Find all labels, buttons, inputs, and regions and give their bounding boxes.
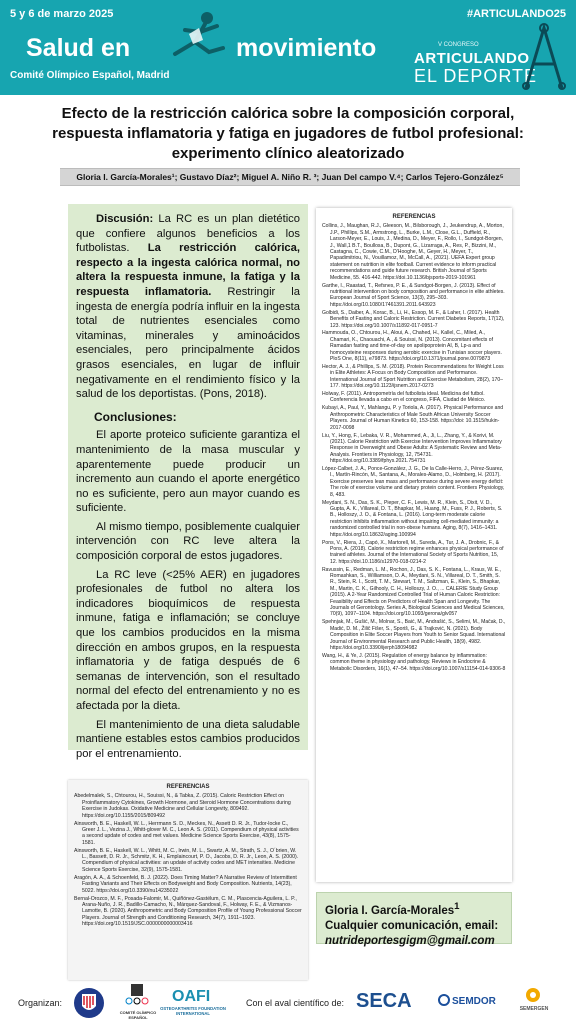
event-hashtag: #ARTICULANDO25 [466, 8, 566, 20]
reference-item: Liu, Y., Hong, F., Lebaka, V. R., Mohammed, A., Ji, L., Zhang, Y., & Korivi, M. (2021). Calorie Restriction with Exercise Intervention Improves Inflammatory Response in Overweight and Obese Adults: A Systematic Review and Meta-Analysis. Frontiers in Physiology, 12, 754731. https://doi.org/10.3389/fphys.2021.754731 [322, 432, 502, 465]
reference-item: Ainsworth, B. E., Haskell, W. L., Whitt, M. C., Irwin, M. L., Swartz, A. M., Strath, S. J., O´brien, W. L., Bassett, D. R. Jr., Schmitz, K. H., Emplaincourt, P. O., Jacobs, D. R. Jr., Leon, A. S. (2000). Compendium of physical activities: an update of activity codes and MET intensities. Medicine Science Sports Exercise, 32(9), 1575-1581. [74, 847, 299, 873]
reference-item: Wang, H., & Ye, J. (2015). Regulation of energy balance by inflammation: common theme in physiology and pathology. Reviews in Endocrine & Metabolic Disorders, 16(1), 47–54. https://doi.org/10.1007/s11154-014-9306-8 [322, 652, 506, 672]
semdor-logo: SEMDOR [452, 996, 496, 1007]
conclusion-paragraph: La RC leve (<25% AER) en jugadores profesionales de futbol no altera los indicadores bioquímicos de respuesta inmune, fatiga e inflamación; se concluye que los cambios producidos en la misma dirección en ambos grupos, en la respuesta inflamatoria y de fatiga después de 6 semanas de intervención, son el resultado normal del efecto del entrenamiento y no es afectada por la dieta. [76, 568, 300, 712]
congress-name-line2: EL DEPORTE [414, 66, 538, 86]
reference-item: Bernal-Orozco, M. F., Posada-Falomir, M., Quiñónez-Gastélum, C. M., Plascencia-Aguilera, L. P., Arana-Nuño, J. R., Badillo-Camacho, N., Márquez-Sandoval, F., Holway, F. E., & Vizmanos-Lamotte, B. (2020). Anthropometric and Body Composition Profile of Young Professional Soccer Players. Journal of Strength and Conditioning Research, 34(7), 1911–1923. https://doi.org/10.1519/JSC.0000000000003416 [74, 895, 302, 928]
contact-text: Cualquier comunicación, email: [325, 919, 499, 932]
contact-box [316, 892, 512, 947]
discussion-key-statement: La restricción calórica, respecto a la ingesta calórica normal, no altera la respuesta inmune, la fatiga y la respuesta inflamatoria. [76, 242, 300, 298]
reference-item: Collins, J., Maughan, R.J., Gleeson, M., Bilsborough, J., Jeukendrup, A., Morton, J.P., Phillips, S.M., Armstrong, L., Burke, L.M., Close, G.L., Duffield, R., Larson-Meyer, E., Louis, J., Medina, D., Meyer, F., Rollo, I., Sundgot-Borgen, J., Wall,1 B.T., Boullosa, B., Dupont, G., Lizarraga, A., Res, P., Bizzini, M., Castagna, C., Cowie, C.M., D'Hooghe, M., Geyer, H., Meyer, T., Papadimitriou, N., Vouillamoz, M., McCall, A., (2021). UEFA Expert group statement on nutrition in elite football. Current evidence to inform practical recommendations and guide future research. British Journal of Sports Medicine, 55. 416-442. https://doi.10.1136/bjsports-2019-101961 [322, 223, 504, 281]
semergen-logo: SEMERGEN [519, 1006, 549, 1012]
seca-logo: SECA [356, 990, 412, 1012]
discussion-rest: Restringir la ingesta de energía podría influir en la ingesta total de nutrientes esenciales como vitaminas, minerales y aminoácidos esenciales, pero principalmente ácidos grasos esenciales, en lugar de influir negativamente en el rendimiento físico y la salud de los deportistas. (Pons, 2018). [76, 285, 300, 401]
conclusion-paragraph: El mantenimiento de una dieta saludable mantiene estables estos cambios producidos por el entrenamiento. [76, 718, 300, 760]
contact-email-link[interactable]: nutrideportesgigm@gmail.com [325, 934, 495, 947]
conclusions-heading: Conclusiones: [94, 409, 177, 424]
conclusion-paragraph: Al mismo tiempo, posiblemente cualquier intervención con RC leve altera la composición corporal de estos jugadores. [76, 520, 300, 563]
references-left [68, 780, 308, 980]
reference-item: Pons, V., Riera, J., Capó, X., Martorell, M., Sureda, A., Tur, J. A., Drobnic, F., & Pons, A. (2018). Calorie restriction regime enhances physical performance of trained athletes. Journal of the International Society of Sports Nutrition, 15, 12. https://doi.10.1186/s12970-018-0214-2 [322, 539, 504, 565]
semdor-logo-icon [438, 994, 450, 1006]
conclusion-paragraph: El aporte proteico suficiente garantiza el mantenimiento de la masa muscular y aparentemente puede producir un incremento aun cuando el aporte energético no es suficiente, pero aun mayor cuando es suficiente. [76, 429, 300, 515]
poster-authors: Gloria I. García-Morales¹; Gustavo Díaz²; Miguel A. Niño R. ³; Juan Del campo V.⁴; Carlos Tejero-González⁵ [60, 168, 520, 186]
reference-item: Hector, A. J., & Phillips, S. M. (2018). Protein Recommendations for Weight Loss in Elite Athletes: A Focus on Body Composition and Performance. International Journal of Sport Nutrition and Exercise Metabolism, 28(2), 170–177. https://doi.org/10.1123/ijsnem.2017-0273 [322, 363, 504, 390]
event-header [0, 0, 576, 95]
event-title-part1: Salud en [26, 34, 131, 62]
athlete-illustration-icon [145, 8, 235, 68]
reference-item: Spehnjak, M., Gušić, M., Molnar, S., Baić, M., Andrašić, S., Selimi, M., Mačak, D., Madić, D. M., Žilič Fišer, S., Sporiš, G., & Trajković, N. (2021). Body Composition in Elite Soccer Players from Youth to Senior Squad. International Journal of Environmental Research and Public Health, 18(9), 4982. https://doi.org/10.3390/ijerph18094982 [322, 619, 506, 651]
organizers-label: Organizan: [18, 998, 63, 1008]
references-right [316, 208, 512, 882]
reference-item: Abedelmalek, S., Chtourou, H., Souissi, N., & Tabka, Z. (2015). Caloric Restriction Effect on Proinflammatory Cytokines, Growth Hormone, and Steroid Hormone Concentrations during Exercise in Judokas. Oxidative Medicine and Cellular Longevity, 809492. https://doi.org/10.1155/2015/809492 [74, 793, 291, 819]
congress-label: V CONGRESO [438, 42, 479, 48]
olympic-committee-label: COMITÉ OLÍMPICO ESPAÑOL [119, 1010, 157, 1020]
event-title-part2: movimiento [236, 34, 377, 62]
reference-item: Ravussin, E., Redman, L. M., Rochon, J., Das, S. K., Fontana, L., Kraus, W. E., Romashkan, S., Williamson, D. A., Meydani, S. N., Villareal, D. T., Smith, S. R., Stein, R. I., Scott, T. M., Stewart, T. M., Saltzman, E., Klein, S., Bhapkar, M., Martin, C. K., Gilhooly, C. H., Holloszy, J. O., ... CALERIE Study Group (2015). A 2-Year Randomized Controlled Trial of Human Caloric Restriction: Feasibility and Effects on Predictors of Health Span and Longevity. The Journals of Gerontology. Series A, Biological Sciences and Medical Sciences, 70(9), 1097–1104. https://doi.org/10.1093/gerona/glv057 [322, 566, 505, 618]
discussion-intro: La RC es un plan dietético que confiere algunos beneficios a los futbolistas. [76, 213, 300, 255]
discussion-paragraph [76, 212, 300, 402]
congress-name-line1: ARTICULANDO [414, 50, 530, 67]
references-heading: REFERENCIAS [166, 784, 210, 790]
reference-item: Golbidi, S., Daiber, A., Korac, B., Li, H., Essop, M. F., & Laher, I. (2017). Health Benefits of Fasting and Caloric Restriction. Current Diabetes Reports, 17(12), 123. https://doi.org/10.1007/s11892-017-0951-7 [322, 309, 505, 329]
olympic-committee-logo-icon [122, 984, 152, 1008]
oafi-logo-subtitle: OSTEOARTHRITIS FOUNDATION INTERNATIONAL [160, 1006, 226, 1016]
reference-item: Hammouda, O., Chtourou, H., Aloui, A., Chahed, H., Kallel, C., Miled, A., Chamari, K., Chaouachi, A., & Souissi, N. (2013). Concomitant effects of Ramadan fasting and time-of-day on apolipoprotein AI, B, Lp-a and homocysteine responses during aerobic exercise in Tunisian soccer players. PloS One, 8(11), e79873. https://doi.org/10.1371/journal.pone.0079873 [322, 330, 502, 363]
oafi-logo: OAFI [172, 988, 211, 1005]
reference-item: Garthe, I., Raastad, T., Refsnes, P. E., & Sundgot-Borgen, J. (2013). Effect of nutritional intervention on body composition and performance in elite athletes. European Journal of Sport Science, 13(3), 295–303. https://doi.org/10.1080/17461391.2011.643923 [322, 282, 505, 308]
references-heading: REFERENCIAS [392, 214, 436, 220]
reference-item: Holway, F. (2011). Antropometría del futbolista ideal. Medicina del futbol. Conferencia llevada a cabo en el congreso, FIFA, Ciudad de México. [322, 391, 486, 404]
semergen-logo-icon [524, 986, 542, 1004]
poster-title: Efecto de la restricción calórica sobre la composición corporal, respuesta inflamatoria y fatiga en jugadores de futbol profesional: experimento clínico aleatorizado [52, 105, 524, 162]
scientific-endorsement-label: Con el aval científico de: [246, 998, 345, 1008]
discussion-box [68, 204, 308, 760]
discussion-heading: Discusión: [96, 213, 154, 225]
reference-item: Ainsworth, B. E., Haskell, W. L., Herrmann S. D., Meckes, N., Assett D. R. Jr., Tudor-locke C., Greer J. L., Vezina J., Whitt-glover M. C., Leon A. S. (2011). Compendium of physical activities a second update of codes and met values. Medicine Science Sports Exercise, 43(8), 1575-1581. [74, 820, 299, 846]
articulando-a-logo-icon [522, 22, 566, 90]
event-date: 5 y 6 de marzo 2025 [10, 8, 114, 20]
reference-item: Meydani, S. N., Das, S. K., Pieper, C. F., Lewis, M. R., Klein, S., Dixit, V. D., Gupta, A. K., Villareal, D. T., Bhapkar, M., Huang, M., Fuss, P. J., Roberts, S. B., Holloszy, J. O., & Fontana, L. (2016). Long-term moderate calorie restriction inhibits inflammation without impairing cell-mediated immunity: a randomized controlled trial in non-obese humans. Aging, 8(7), 1416–1431. https://doi.org/10.18632/aging.100994 [322, 499, 503, 538]
atletico-madrid-shield-icon [72, 986, 106, 1020]
contact-name: Gloria I. García-Morales [325, 904, 455, 917]
reference-item: Kubayi, A., Paul, Y., Mahlangu, P. y Toriola, A. (2017). Physical Performance and Anthropometric Characteristics of Male South African University Soccer Players. Journal of Human Kinetics 60, 153-158. https://doi: 10.1515/hukin-2017-0098 [322, 405, 504, 431]
contact-superscript: 1 [454, 901, 460, 912]
event-organization: Comité Olímpico Español, Madrid [10, 70, 170, 81]
reference-item: Aragón, A. A., & Schoenfeld, B. J. (2022). Does Timing Matter? A Narrative Review of Intermittent Fasting Variants and Their Effects on Bodyweight and Body Composition. Nutrients, 14(23), 5022. https://doi.org/10.3390/nu14235022 [74, 874, 297, 894]
reference-item: López-Calbet, J. A., Ponce-González, J. G., De la Calle-Herro, J., Pérez-Suarez, I., Martín-Rincón, M., Santana, A., Morales-Alamo, D., Holmberg, H. (2017). Exercise preserves lean mass and performance during severe energy deficit: The role of exercise volume and dietary protein content. Frontiers Physiology, 8, 483. [322, 466, 505, 498]
